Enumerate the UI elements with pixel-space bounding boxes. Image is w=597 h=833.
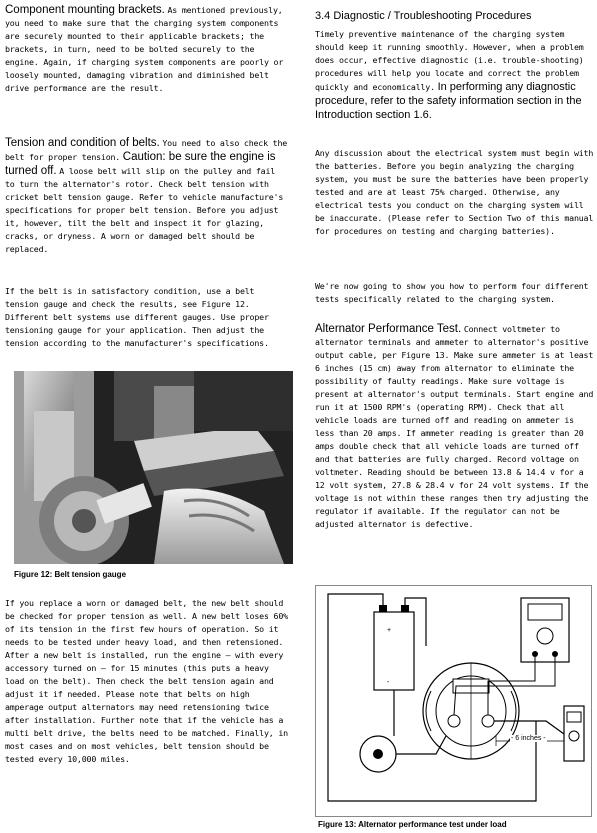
safety-note: In performing any diagnostic procedure, refer to the safety information section in the Introduction section 1.6. <box>315 81 582 121</box>
svg-text:-: - <box>387 679 390 686</box>
caution-text: Caution: be sure the engine is turned off. <box>5 151 276 177</box>
four-tests-paragraph <box>315 280 595 306</box>
component-brackets-paragraph <box>5 3 288 95</box>
paragraph-text: Timely preventive maintenance of the charging system should keep it running smoothly. However, when a problem does occur, effective diagnostic (i.e. trouble-shooting) procedures will help you locate and correct the problem quickly and economically. <box>315 29 584 92</box>
paragraph-heading: Tension and condition of belts. <box>5 137 160 149</box>
paragraph-heading: Component mounting brackets. <box>5 4 165 16</box>
paragraph-text: As mentioned previously, you need to make sure that the charging system components are securely mounted to their applicable brackets; the brackets, in turn, need to be bolted securely to the engine. Again, if charging system components are poorly or loosely mounted, damaging vibration and diminished belt drive performance are the result. <box>5 5 284 93</box>
alternator-test-diagram <box>315 585 592 817</box>
belt-tension-paragraph <box>5 136 288 256</box>
paragraph-text: If you replace a worn or damaged belt, the new belt should be checked for proper tension as well. A new belt loses 60% of its tension in the first few hours of operation. So it needs to be tested under heavy load, and then retensioned. After a new belt is installed, run the engine – with every accessory turned on – for 15 minutes (this puts a heavy load on the belt). Then check the belt tension again and adjust it if needed. Please note that belts on high amperage output alternators may need retensioning twice after installation. Further note that if the vehicle has a multi belt drive, the belts need to be matched. Finally, in most cases and on most vehicles, belt tension should be tested every 10,000 miles. <box>5 598 288 764</box>
section-heading <box>315 10 595 23</box>
paragraph-heading: Alternator Performance Test. <box>315 323 462 335</box>
paragraph-text: Connect voltmeter to alternator terminals and ammeter to alternator's positive output cable, per Figure 13. Make sure ammeter is at least 6 inches (15 cm) away from alternator to eliminate the possibility of faulty readings. Make sure voltage is present at alternator's output terminals. Start engine and run it at 1500 RPM's (operating RPM). Check that all vehicle loads are turned off and reading on ammeter is less than 20 amps. If ammeter reading is greater than 20 amps double check that all vehicle loads are turned off and that batteries are fully charged. Record voltage on voltmeter. Reading should be between 13.8 & 14.4 v for a 12 volt system, 27.8 & 28.4 v for 24 volt systems. If the voltage is not within these ranges then try adjusting the regulator if available. If the regulator can not be adjusted alternator is defective. <box>315 324 594 529</box>
paragraph-text: Any discussion about the electrical system must begin with the batteries. Before you begin analyzing the charging system, you must be sure the batteries have been properly tested and are at least 75% charged. Otherwise, any electrical tests you conduct on the charging system will be inaccurate. (Please refer to Section Two of this manual for procedures on testing and charging batteries). <box>315 148 594 236</box>
figure-12-caption: Figure 12: Belt tension gauge <box>14 570 127 579</box>
figure-13-caption: Figure 13: Alternator performance test under load <box>318 820 507 829</box>
six-inches-label: - 6 inches - <box>511 735 546 742</box>
intro-paragraph <box>315 28 595 122</box>
belt-tension-gauge-photo <box>14 371 293 564</box>
belt-gauge-paragraph <box>5 285 288 350</box>
section-title: 3.4 Diagnostic / Troubleshooting Procedures <box>315 10 532 22</box>
alternator-test-paragraph <box>315 322 595 531</box>
paragraph-text: If the belt is in satisfactory condition, use a belt tension gauge and check the results, see Figure 12. Different belt systems use different gauges. Use proper tensioning gauge for your application. Then adjust the tension according to the manufacturer's specifications. <box>5 286 269 348</box>
new-belt-paragraph <box>5 597 288 766</box>
batteries-paragraph <box>315 147 595 238</box>
svg-text:+: + <box>387 627 392 634</box>
paragraph-text: We're now going to show you how to perform four different tests specifically related to the charging system. <box>315 281 589 304</box>
paragraph-text: A loose belt will slip on the pulley and fail to turn the alternator's rotor. Check belt tension with cricket belt tension gauge. Refer to vehicle manufacture's specifications for proper belt tension. Before you adjust it, however, tilt the belt and inspect it for glazing, cracks, or dryness. A worn or damaged belt should be replaced. <box>5 166 284 254</box>
paragraph-text: You need to also check the belt for proper tension. <box>5 138 288 162</box>
